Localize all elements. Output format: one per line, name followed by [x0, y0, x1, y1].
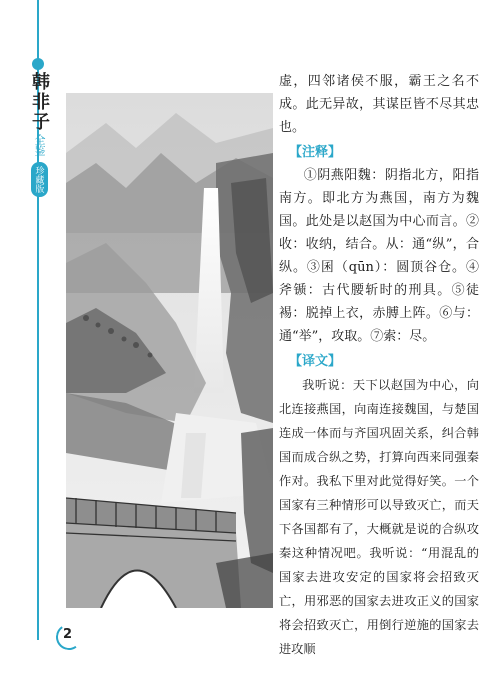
landscape-painting: [66, 93, 273, 608]
side-decorative-dot: [32, 58, 44, 70]
book-title: 韩非子: [29, 72, 50, 132]
notes-paragraph: ①阴燕阳魏：阴指北方，阳指南方。即北方为燕国，南方为魏国。此处是以赵国为中心而言。②收：收纳，结合。从：通“纵”，合纵。③囷（qūn）：圆顶谷仓。④斧锧：古代腰斩时的刑具。⑤徒裼：脱掉上衣，赤膊上阵。⑥与：通“举”，攻取。⑦索：尽。: [279, 168, 479, 344]
page-number: 2: [63, 627, 73, 642]
book-brand: [24, 72, 54, 197]
intro-paragraph: 虚，四邻诸侯不服，霸王之名不成。此无异故，其谋臣皆不尽其忠也。: [279, 74, 479, 135]
book-subtitle: 全鉴: [33, 134, 46, 156]
text-column: [279, 70, 479, 661]
translation-paragraph: 我听说：天下以赵国为中心，向北连接燕国，向南连接魏国，与楚国连成一体而与齐国巩固关系，纠合韩国而成合纵之势，打算向西来同强秦作对。我私下里对此觉得好笑。一个国家有三种情形可以导致灭亡，而天下各国都有了，大概就是说的合纵攻秦这种情况吧。我听说：“用混乱的国家去进攻安定的国家将会招致灭亡，用邪恶的国家去进攻正义的国家将会招致灭亡，用倒行逆施的国家去进攻顺: [279, 378, 479, 656]
translation-heading: 【译文】: [289, 354, 342, 369]
notes-heading: 【注释】: [289, 145, 342, 160]
page-number-badge: [56, 624, 80, 648]
edition-badge: 珍藏版: [31, 162, 48, 197]
